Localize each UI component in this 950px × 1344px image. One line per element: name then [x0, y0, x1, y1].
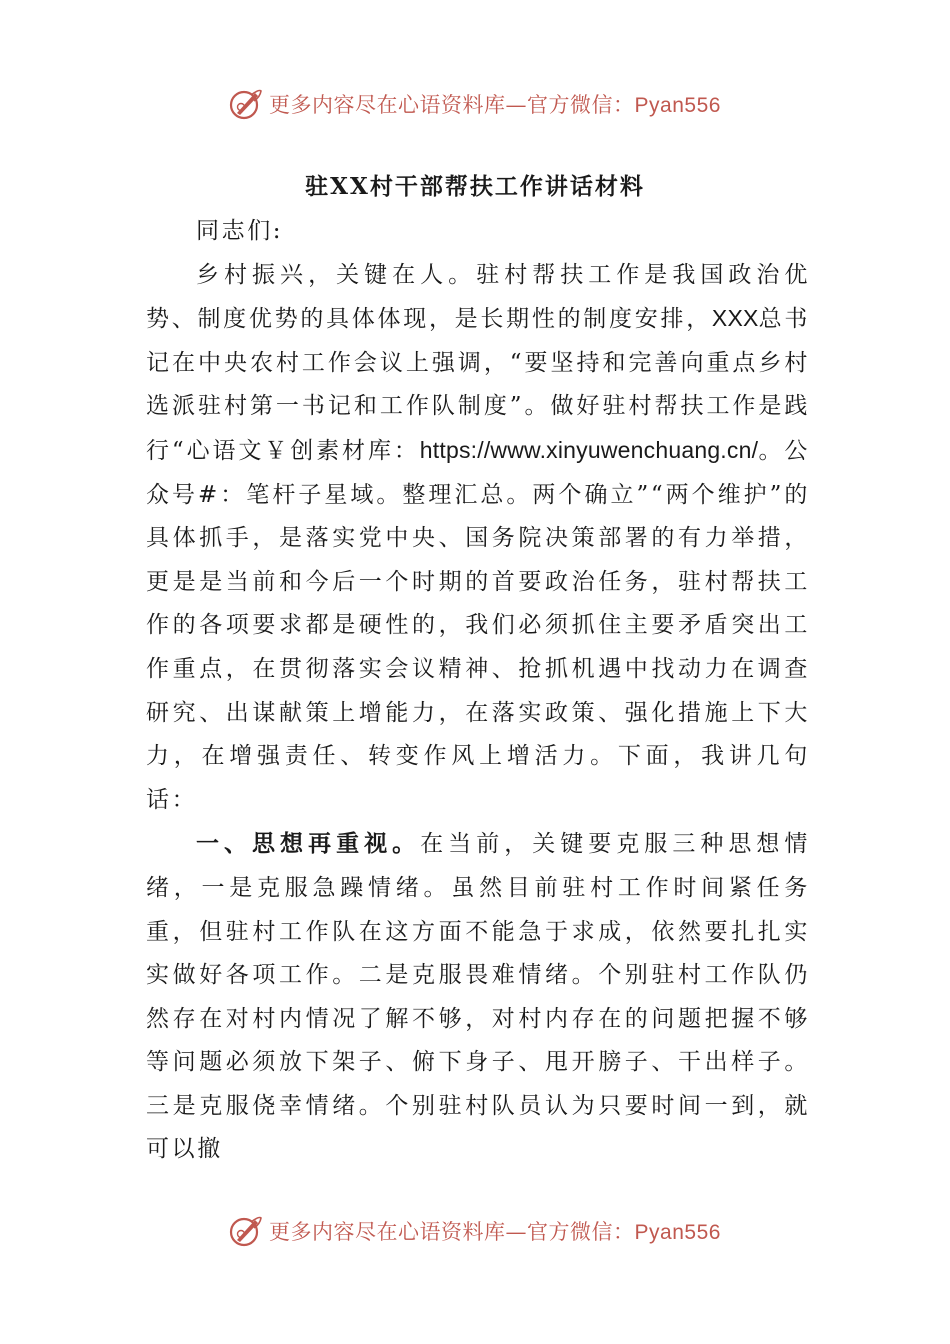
wechat-id: Pyan556	[634, 1221, 721, 1244]
document-body	[146, 210, 810, 1172]
quill-logo-icon	[229, 87, 263, 121]
header-banner	[0, 84, 950, 124]
footer-banner	[0, 1211, 950, 1251]
paragraph-1: 乡村振兴，关键在人。驻村帮扶工作是我国政治优势、制度优势的具体体现，是长期性的制度安排，XXX总书记在中央农村工作会议上强调，“要坚持和完善向重点乡村选派驻村第一书记和工作队制度”。做好驻村帮扶工作是践行“心语文￥创素材库：https://www.xinyuwenchuang.cn/。公众号#：笔杆子星域。整理汇总。两个确立”“两个维护”的具体抓手，是落实党中央、国务院决策部署的有力举措，更是是当前和今后一个时期的首要政治任务，驻村帮扶工作的各项要求都是硬性的，我们必须抓住主要矛盾突出工作重点，在贯彻落实会议精神、抢抓机遇中找动力在调查研究、出谋献策上增能力，在落实政策、强化措施上下大力，在增强责任、转变作风上增活力。下面，我讲几句话：	[146, 261, 811, 813]
greeting: 同志们:	[196, 218, 284, 244]
section-heading: 一、思想再重视。	[196, 830, 421, 858]
banner-text: 更多内容尽在心语资料库—官方微信：Pyan556	[269, 1220, 721, 1244]
paragraph-2: 一、思想再重视。在当前，关键要克服三种思想情绪，一是克服急躁情绪。虽然目前驻村工作时间紧任务重，但驻村工作队在这方面不能急于求成，依然要扎扎实实做好各项工作。二是克服畏难情绪。个别驻村工作队仍然存在对村内情况了解不够，对村内存在的问题把握不够等问题必须放下架子、俯下身子、甩开膀子、干出样子。三是克服侥幸情绪。个别驻村队员认为只要时间一到，就可以撤	[146, 830, 810, 1163]
banner-text: 更多内容尽在心语资料库—官方微信：Pyan556	[269, 93, 721, 117]
quill-logo-icon	[229, 1214, 263, 1248]
source-url: https://www.xinyuwenchuang.cn/	[419, 436, 759, 463]
wechat-id: Pyan556	[634, 94, 721, 117]
document-title: 驻XX村干部帮扶工作讲话材料	[305, 173, 645, 200]
